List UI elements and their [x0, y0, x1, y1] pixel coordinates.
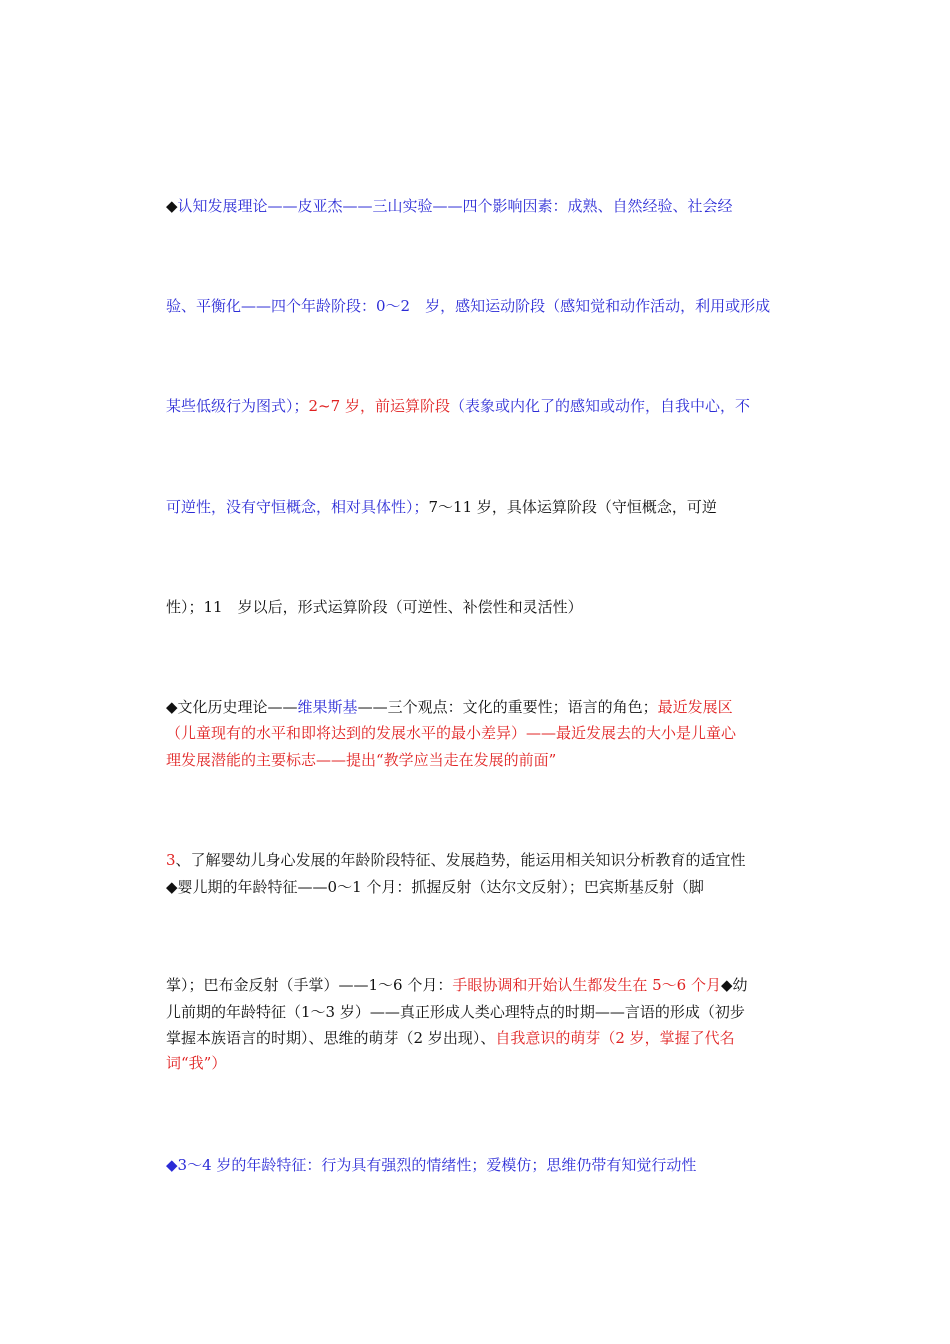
text-run: 词“我”）	[166, 1054, 227, 1072]
text-run: 掌握本族语言的时期）、思维的萌芽（2 岁出现）、	[166, 1029, 496, 1047]
line-9	[166, 850, 746, 870]
text-run: 3	[166, 851, 176, 869]
line-1	[166, 196, 733, 216]
text-run: 认知发展理论——皮亚杰——三山实验——四个影响因素：成熟、自然经验、社会经	[177, 197, 733, 215]
line-8	[166, 750, 556, 770]
line-12	[166, 1002, 745, 1022]
text-run: 理发展潜能的主要标志——提出“教学应当走在发展的前面”	[166, 751, 557, 769]
text-run: 自我意识的萌芽（2 岁，掌握了代名	[495, 1029, 735, 1047]
line-6	[166, 697, 733, 717]
line-10	[166, 877, 704, 897]
text-run: 、了解婴幼儿身心发展的年龄阶段特征、发展趋势，能运用相关知识分析教育的适宜性	[175, 851, 746, 869]
text-run: 某些低级行为图式）；	[166, 397, 309, 415]
text-run: ◆文化历史理论——	[166, 698, 298, 716]
line-14	[166, 1053, 226, 1073]
line-11	[166, 975, 748, 995]
text-run: （儿童现有的水平和即将达到的发展水平的最小差异）——最近发展去的大小是儿童心	[166, 724, 737, 742]
text-run: 维果斯基	[297, 698, 358, 716]
line-15	[166, 1155, 696, 1175]
text-run: 掌）；巴布金反射（手掌）——1～6 个月：	[166, 976, 453, 994]
text-run: ——三个观点：文化的重要性；语言的角色；	[357, 698, 658, 716]
text-run: ◆	[166, 197, 178, 215]
text-run: 性）；11 岁以后，形式运算阶段（可逆性、补偿性和灵活性）	[166, 598, 583, 616]
text-run: ◆幼	[720, 976, 748, 994]
line-3	[166, 396, 750, 416]
line-5	[166, 597, 583, 617]
text-run: 手眼协调和开始认生都发生在 5～6 个月	[452, 976, 721, 994]
line-7	[166, 723, 736, 743]
text-run: 最近发展区	[657, 698, 733, 716]
line-2	[166, 296, 770, 316]
line-4	[166, 497, 717, 517]
text-run: ◆婴儿期的年龄特征——0～1 个月：抓握反射（达尔文反射）；巴宾斯基反射（脚	[166, 878, 704, 896]
text-run: ◆3～4 岁的年龄特征：行为具有强烈的情绪性；爱模仿；思维仍带有知觉行动性	[166, 1156, 697, 1174]
text-run: 2~7 岁，前运算阶段	[308, 397, 450, 415]
text-run: 7～11 岁，具体运算阶段（守恒概念，可逆	[428, 498, 717, 516]
line-13	[166, 1028, 735, 1048]
text-run: 验、平衡化——四个年龄阶段：0～2 岁，感知运动阶段（感知觉和动作活动，利用或形成	[166, 297, 771, 315]
text-run: 可逆性，没有守恒概念，相对具体性）；	[166, 498, 429, 516]
text-run: 儿前期的年龄特征（1～3 岁）——真正形成人类心理特点的时期——言语的形成（初步	[166, 1003, 745, 1021]
text-run: （表象或内化了的感知或动作，自我中心，不	[449, 397, 750, 415]
